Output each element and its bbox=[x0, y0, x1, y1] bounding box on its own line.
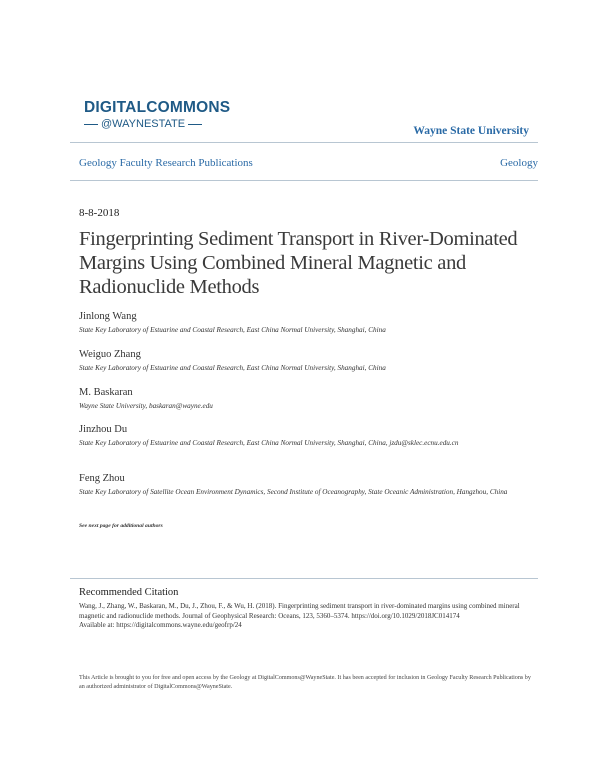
author-name: M. Baskaran bbox=[79, 387, 133, 398]
author-name: Weiguo Zhang bbox=[79, 349, 141, 360]
university-name: Wayne State University bbox=[413, 125, 529, 137]
author-affiliation: State Key Laboratory of Estuarine and Coastal Research, East China Normal University, Shanghai, China bbox=[79, 326, 386, 334]
author-name: Feng Zhou bbox=[79, 473, 125, 484]
logo-dash-left bbox=[84, 124, 98, 125]
author-affiliation: Wayne State University, baskaran@wayne.edu bbox=[79, 402, 213, 410]
department-link[interactable]: Geology bbox=[500, 157, 538, 169]
logo-dash-right bbox=[188, 124, 202, 125]
logo-subtitle-text: @WAYNESTATE bbox=[101, 118, 186, 130]
see-next-page-note: See next page for additional authors bbox=[79, 523, 163, 529]
author-affiliation: State Key Laboratory of Estuarine and Coastal Research, East China Normal University, Shanghai, China bbox=[79, 364, 386, 372]
nav-rule bbox=[70, 180, 538, 181]
recommended-citation-body bbox=[79, 602, 531, 631]
citation-rule bbox=[70, 578, 538, 579]
citation-text[interactable]: Wang, J., Zhang, W., Baskaran, M., Du, J., Zhou, F., & Wu, H. (2018). Fingerprinting sediment transport in river-dominated margins using combined mineral magnetic and radionuclide methods. Journal of Geophysical Research: Oceans, 123, 5360–5374. https://doi.org/10.1029/2018JC014174 bbox=[79, 602, 520, 620]
collection-link[interactable]: Geology Faculty Research Publications bbox=[79, 157, 253, 169]
digital-commons-logo-subtitle bbox=[84, 118, 205, 131]
author-affiliation: State Key Laboratory of Satellite Ocean Environment Dynamics, Second Institute of Oceanography, State Oceanic Administration, Hangzhou, China bbox=[79, 488, 508, 496]
publication-date: 8-8-2018 bbox=[79, 207, 120, 219]
author-affiliation: State Key Laboratory of Estuarine and Coastal Research, East China Normal University, Shanghai, China, jzdu@sklec.ecnu.edu.cn bbox=[79, 439, 459, 447]
footer-notice: This Article is brought to you for free and open access by the Geology at DigitalCommons@WayneState. It has been accepted for inclusion in Geology Faculty Research Publications by an authorized administrator of DigitalCommons@WayneState. bbox=[79, 675, 531, 690]
article-title: Fingerprinting Sediment Transport in River-Dominated Margins Using Combined Mineral Magnetic and Radionuclide Methods bbox=[79, 228, 518, 298]
author-name: Jinzhou Du bbox=[79, 424, 128, 435]
author-name: Jinlong Wang bbox=[79, 311, 137, 322]
recommended-citation-heading: Recommended Citation bbox=[79, 587, 179, 598]
available-at-link[interactable]: Available at: https://digitalcommons.wayne.edu/geofrp/24 bbox=[79, 621, 242, 630]
digital-commons-logo-title: DIGITALCOMMONS bbox=[84, 99, 231, 116]
header-rule bbox=[70, 142, 538, 143]
